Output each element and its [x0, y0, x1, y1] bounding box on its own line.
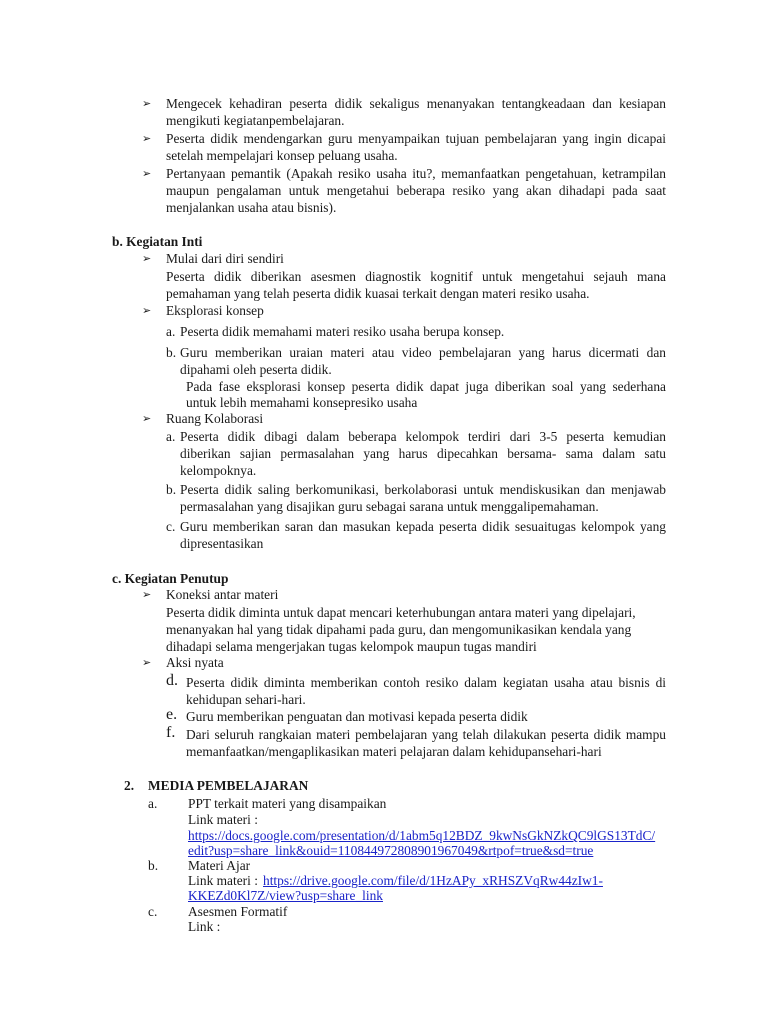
list-marker: c. [166, 519, 176, 534]
materi-link-line-1[interactable]: https://drive.google.com/file/d/1HzAPy_xRHSZVqRw44zIw1- [263, 873, 603, 888]
media-b-title: Materi Ajar [188, 858, 251, 873]
list-marker: e. [166, 706, 178, 723]
aksi-d-line-1: Peserta didik diminta memberikan contoh resiko dalam kegiatan usaha atau bisnis di [186, 675, 666, 690]
ruang-c-line-2: dipresentasikan [180, 536, 264, 551]
bullet-icon: ➢ [142, 656, 152, 669]
eksplorasi-title: Eksplorasi konsep [166, 303, 264, 318]
aksi-f-line-1: Dari seluruh rangkaian materi pembelajaran yang telah dilakukan peserta didik mampu [186, 727, 666, 742]
list-marker: a. [166, 324, 176, 339]
opening-item-3-line-2: maupun pengalaman untuk mengetahui beberapa resiko yang akan dihadapi pada saat [166, 183, 666, 198]
koneksi-line-1: Peserta didik diminta untuk dapat mencari keterhubungan antara materi yang dipelajari, [166, 605, 636, 620]
list-marker: c. [148, 904, 158, 919]
eksplorasi-a: Peserta didik memahami materi resiko usaha berupa konsep. [180, 324, 505, 339]
aksi-f-line-2: memanfaatkan/mengaplikasikan materi pelajaran dalam kehidupansehari-hari [186, 744, 602, 759]
ruang-a-line-3: kelompoknya. [180, 463, 257, 478]
bullet-icon: ➢ [142, 304, 152, 317]
opening-item-3-line-3: menjalankan usaha atau bisnis). [166, 200, 337, 215]
ppt-link-line-1[interactable]: https://docs.google.com/presentation/d/1abm5q12BDZ_9kwNsGkNZkQC9lGS13TdC/ [188, 828, 656, 843]
eksplorasi-note-line-2: untuk lebih memahami konsepresiko usaha [186, 395, 418, 410]
bullet-icon: ➢ [142, 167, 152, 180]
list-marker: a. [166, 429, 176, 444]
bullet-icon: ➢ [142, 97, 152, 110]
media-b-link-label: Link materi : [188, 873, 258, 888]
media-c-link-label: Link : [188, 919, 221, 934]
ruang-c-line-1: Guru memberikan saran dan masukan kepada peserta didik sesuaitugas kelompok yang [180, 519, 666, 534]
eksplorasi-note-line-1: Pada fase eksplorasi konsep peserta didik dapat juga diberikan soal yang sederhana [186, 379, 666, 394]
ppt-link-line-2[interactable]: edit?usp=share_link&ouid=110844972808901967049&rtpof=true&sd=true [188, 843, 594, 858]
materi-link-line-2[interactable]: KKEZd0Kl7Z/view?usp=share_link [188, 888, 383, 903]
list-marker: b. [166, 345, 177, 360]
section-number: 2. [124, 778, 135, 793]
opening-item-2-line-1: Peserta didik mendengarkan guru menyampaikan tujuan pembelajaran yang ingin dicapai [166, 131, 666, 146]
media-a-title: PPT terkait materi yang disampaikan [188, 796, 387, 811]
bullet-icon: ➢ [142, 252, 152, 265]
aksi-d-line-2: kehidupan sehari-hari. [186, 692, 306, 707]
ruang-title: Ruang Kolaborasi [166, 411, 264, 426]
media-c-title: Asesmen Formatif [188, 904, 288, 919]
koneksi-title: Koneksi antar materi [166, 587, 279, 602]
mulai-line-1: Peserta didik diberikan asesmen diagnostik kognitif untuk mengetahui sejauh mana [166, 269, 666, 284]
section-heading-inti: b. Kegiatan Inti [112, 234, 203, 249]
opening-item-3-line-1: Pertanyaan pemantik (Apakah resiko usaha itu?, memanfaatkan pengetahuan, ketrampilan [166, 166, 666, 181]
list-marker: d. [166, 672, 178, 689]
aksi-e: Guru memberikan penguatan dan motivasi kepada peserta didik [186, 709, 528, 724]
aksi-title: Aksi nyata [166, 655, 224, 670]
ruang-a-line-2: diberikan sajian permasalahan yang harus dipecahkan bersama- sama dalam satu [180, 446, 666, 461]
koneksi-line-2: menanyakan hal yang tidak dipahami pada guru, dan mengomunikasikan kendala yang [166, 622, 632, 637]
eksplorasi-b-line-2: dipahami oleh peserta didik. [180, 362, 332, 377]
ruang-a-line-1: Peserta didik dibagi dalam beberapa kelompok terdiri dari 3-5 peserta kemudian [180, 429, 666, 444]
list-marker: b. [166, 482, 177, 497]
bullet-icon: ➢ [142, 588, 152, 601]
list-marker: b. [148, 858, 159, 873]
opening-item-1-line-2: mengikuti kegiatanpembelajaran. [166, 113, 345, 128]
mulai-line-2: pemahaman yang telah peserta didik kuasai terkait dengan materi resiko usaha. [166, 286, 590, 301]
opening-item-1-line-1: Mengecek kehadiran peserta didik sekaligus menanyakan tentangkeadaan dan kesiapan [166, 96, 666, 111]
media-a-link-label: Link materi : [188, 812, 258, 827]
mulai-title: Mulai dari diri sendiri [166, 251, 284, 266]
section-heading-media: MEDIA PEMBELAJARAN [148, 778, 309, 793]
list-marker: a. [148, 796, 158, 811]
section-heading-penutup: c. Kegiatan Penutup [112, 571, 229, 586]
list-marker: f. [166, 724, 176, 741]
ruang-b-line-2: permasalahan yang disajikan guru sebagai sarana untuk menggalipemahaman. [180, 499, 599, 514]
ruang-b-line-1: Peserta didik saling berkomunikasi, berkolaborasi untuk mendiskusikan dan menjawab [180, 482, 666, 497]
bullet-icon: ➢ [142, 412, 152, 425]
opening-item-2-line-2: setelah mempelajari konsep peluang usaha. [166, 148, 398, 163]
eksplorasi-b-line-1: Guru memberikan uraian materi atau video pembelajaran yang harus dicermati dan [180, 345, 666, 360]
bullet-icon: ➢ [142, 132, 152, 145]
koneksi-line-3: dihadapi selama mengerjakan tugas kelompok maupun tugas mandiri [166, 639, 537, 654]
